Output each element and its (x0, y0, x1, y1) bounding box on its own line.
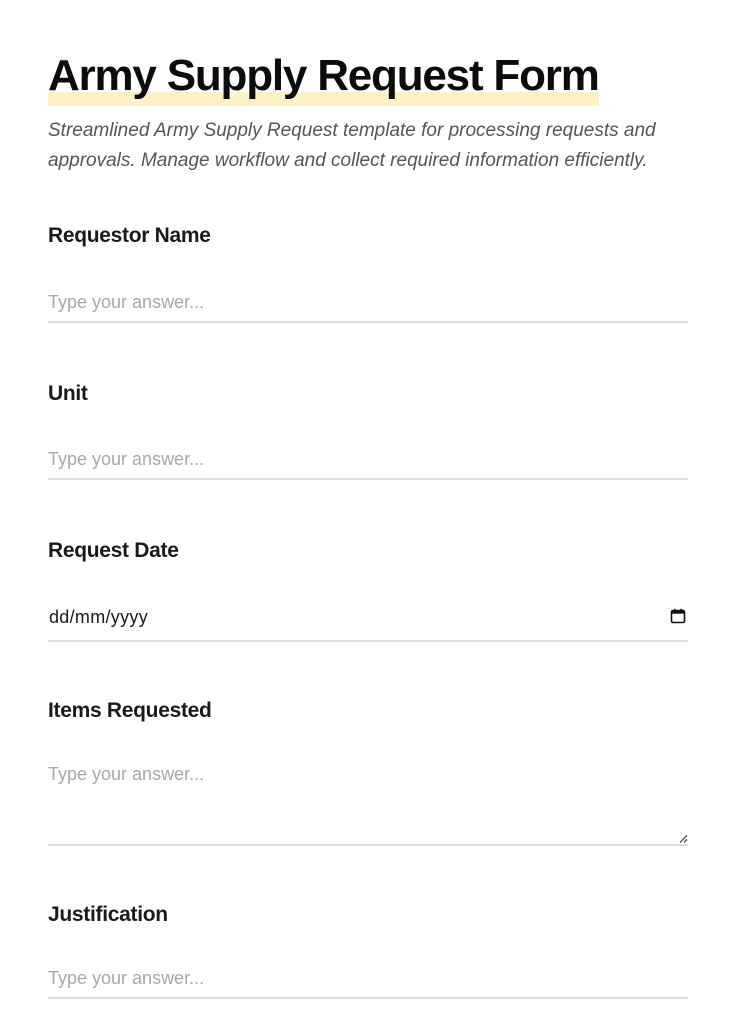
justification-input[interactable] (48, 959, 688, 999)
items-requested-textarea[interactable] (48, 758, 688, 846)
calendar-icon[interactable] (670, 608, 686, 624)
items-requested-label: Items Requested (48, 699, 212, 722)
requestor-name-label: Requestor Name (48, 224, 211, 247)
resize-handle-icon[interactable] (678, 833, 688, 843)
form-description: Streamlined Army Supply Request template for processing requests and approvals. Manage workflow and collect required information efficiently. (48, 120, 656, 171)
request-date-input[interactable] (48, 598, 688, 642)
form-title-wrapper (48, 52, 599, 100)
request-date-value: dd/mm/yyyy (49, 607, 149, 627)
request-date-label: Request Date (48, 539, 179, 562)
justification-label: Justification (48, 903, 168, 926)
unit-label: Unit (48, 382, 88, 405)
form-title: Army Supply Request Form (48, 51, 599, 100)
unit-input[interactable] (48, 440, 688, 480)
requestor-name-input[interactable] (48, 283, 688, 323)
